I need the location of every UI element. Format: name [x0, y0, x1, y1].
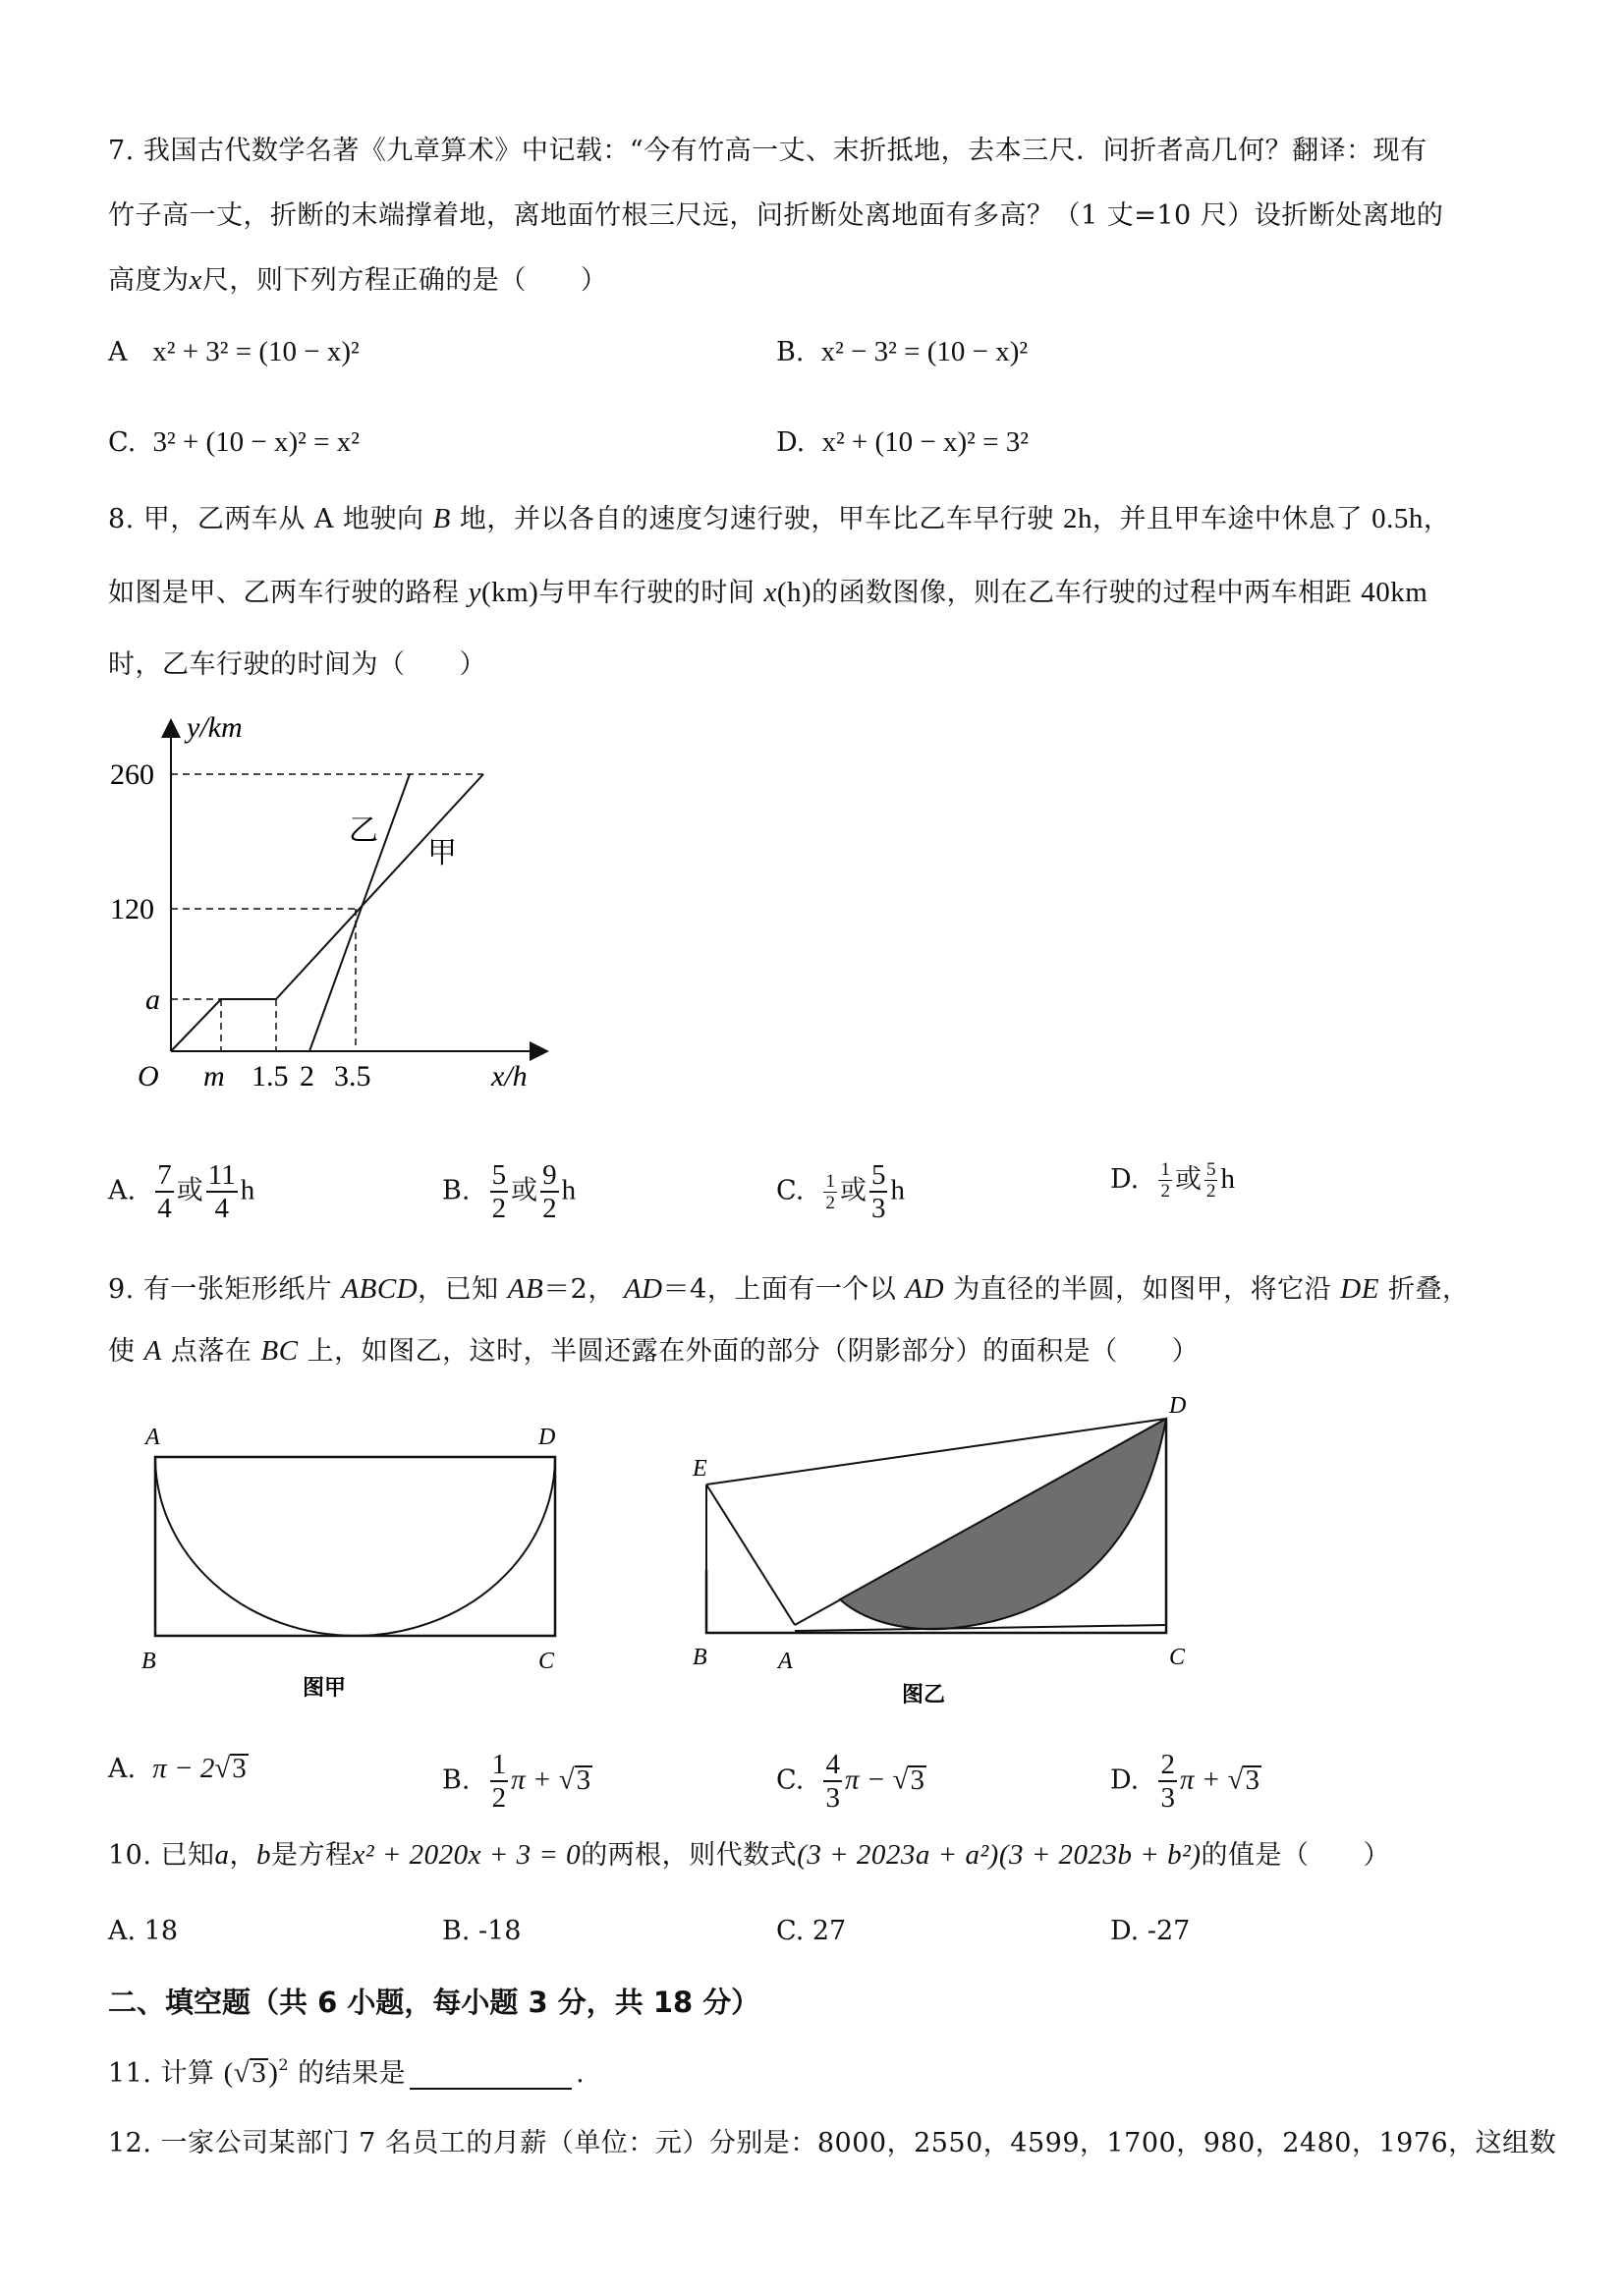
q10-option-d[interactable]: D. -27	[1110, 1916, 1191, 1946]
fig2-label-e: E	[693, 1456, 707, 1482]
q8-option-c[interactable]: C. $\frac{1}{2}$ 或 $\frac{5}{3}$ h	[776, 1159, 905, 1224]
q7-option-a[interactable]: A x² + 3² = (10 − x)²	[108, 336, 360, 367]
q10-line: 10. 已知a，b是方程x² + 2020x + 3 = 0的两根，则代数式(3 + 2023a + a²)(3 + 2023b + b²)的值是（ ）	[108, 1839, 1390, 1871]
q8-option-d[interactable]: D. $\frac{1}{2}$ 或 $\frac{5}{2}$ h	[1110, 1159, 1235, 1202]
y-tick-120: 120	[110, 893, 154, 925]
q8-distance-time-graph	[98, 707, 560, 1100]
q7-option-c[interactable]: C. 3² + (10 − x)² = x²	[108, 426, 360, 458]
fig1-label-c: C	[538, 1649, 555, 1674]
q9-option-a[interactable]: A. π − 2√3	[108, 1753, 247, 1784]
q7-line3: 高度为x尺，则下列方程正确的是（ ）	[108, 264, 608, 296]
q9-option-d[interactable]: D. $\frac{2}{3}$ π + √3	[1110, 1749, 1259, 1814]
fig2-label-d: D	[1169, 1393, 1187, 1419]
origin-label: O	[138, 1060, 159, 1092]
q9-option-c[interactable]: C. $\frac{4}{3}$ π − √3	[776, 1749, 924, 1814]
x-tick-3-5: 3.5	[334, 1060, 371, 1092]
section-fill-in-title: 二、填空题（共 6 小题，每小题 3 分，共 18 分）	[108, 1986, 760, 2019]
fig1-label-b: B	[141, 1649, 156, 1674]
fig2-label-a: A	[778, 1649, 793, 1674]
q7-option-d[interactable]: D. x² + (10 − x)² = 3²	[776, 426, 1029, 458]
q10-option-a[interactable]: A. 18	[108, 1916, 179, 1946]
y-tick-a: a	[145, 983, 160, 1016]
q9-line2: 使 A 点落在 BC 上，如图乙，这时，半圆还露在外面的部分（阴影部分）的面积是（ ）	[108, 1335, 1200, 1367]
q9-option-b[interactable]: B. $\frac{1}{2}$ π + √3	[442, 1749, 591, 1814]
y-axis-label: y/km	[187, 711, 243, 744]
fig2-label-b: B	[693, 1645, 707, 1670]
q8-option-b[interactable]: B. $\frac{5}{2}$ 或 $\frac{9}{2}$ h	[442, 1159, 577, 1224]
fig2-label-c: C	[1169, 1645, 1186, 1670]
fig1-label-a: A	[145, 1425, 160, 1450]
jia-line	[171, 774, 483, 1051]
q11-answer-blank[interactable]	[410, 2060, 572, 2090]
x-axis-label: x/h	[491, 1060, 528, 1092]
yi-label: 乙	[349, 814, 378, 847]
q8-line2: 如图是甲、乙两车行驶的路程 y(km)与甲车行驶的时间 x(h)的函数图像，则在乙车行驶的过程中两车相距 40km	[108, 577, 1428, 608]
q12-line: 12. 一家公司某部门 7 名员工的月薪（单位：元）分别是：8000，2550，4599，1700，980，2480，1976，这组数	[108, 2128, 1557, 2158]
x-tick-m: m	[203, 1060, 225, 1092]
q9-figure-yi	[678, 1385, 1228, 1719]
fig2-caption: 图乙	[902, 1682, 946, 1707]
fig1-label-d: D	[538, 1425, 556, 1450]
fig1-caption: 图甲	[303, 1675, 347, 1700]
q10-option-b[interactable]: B. -18	[442, 1916, 522, 1946]
x-tick-2: 2	[300, 1060, 314, 1092]
q7-option-b[interactable]: B. x² − 3² = (10 − x)²	[776, 336, 1029, 367]
y-tick-260: 260	[110, 758, 154, 791]
q9-figure-jia	[128, 1415, 580, 1709]
q7-line2: 竹子高一丈，折断的末端撑着地，离地面竹根三尺远，问折断处离地面有多高？（1 丈=10 尺）设折断处离地的	[108, 200, 1444, 231]
q9-line1: 9. 有一张矩形纸片 ABCD，已知 AB＝2， AD＝4，上面有一个以 AD 为直径的半圆，如图甲，将它沿 DE 折叠，	[108, 1273, 1470, 1305]
x-tick-1-5: 1.5	[252, 1060, 289, 1092]
q8-line3: 时，乙车行驶的时间为（ ）	[108, 649, 486, 680]
q7-line1: 7. 我国古代数学名著《九章算术》中记载：“今有竹高一丈、末折抵地，去本三尺．问折者高几何？翻译：现有	[108, 136, 1427, 166]
q8-line1: 8. 甲，乙两车从 A 地驶向 B 地，并以各自的速度匀速行驶，甲车比乙车早行驶 2h，并且甲车途中休息了 0.5h，	[108, 503, 1451, 534]
jia-label: 甲	[427, 837, 457, 869]
q8-option-a[interactable]: A. $\frac{7}{4}$ 或 $\frac{11}{4}$ h	[108, 1159, 255, 1224]
q11-line: 11. 计算 $(√3)^2$ 的结果是 .	[108, 2055, 586, 2089]
q10-option-c[interactable]: C. 27	[776, 1916, 847, 1946]
